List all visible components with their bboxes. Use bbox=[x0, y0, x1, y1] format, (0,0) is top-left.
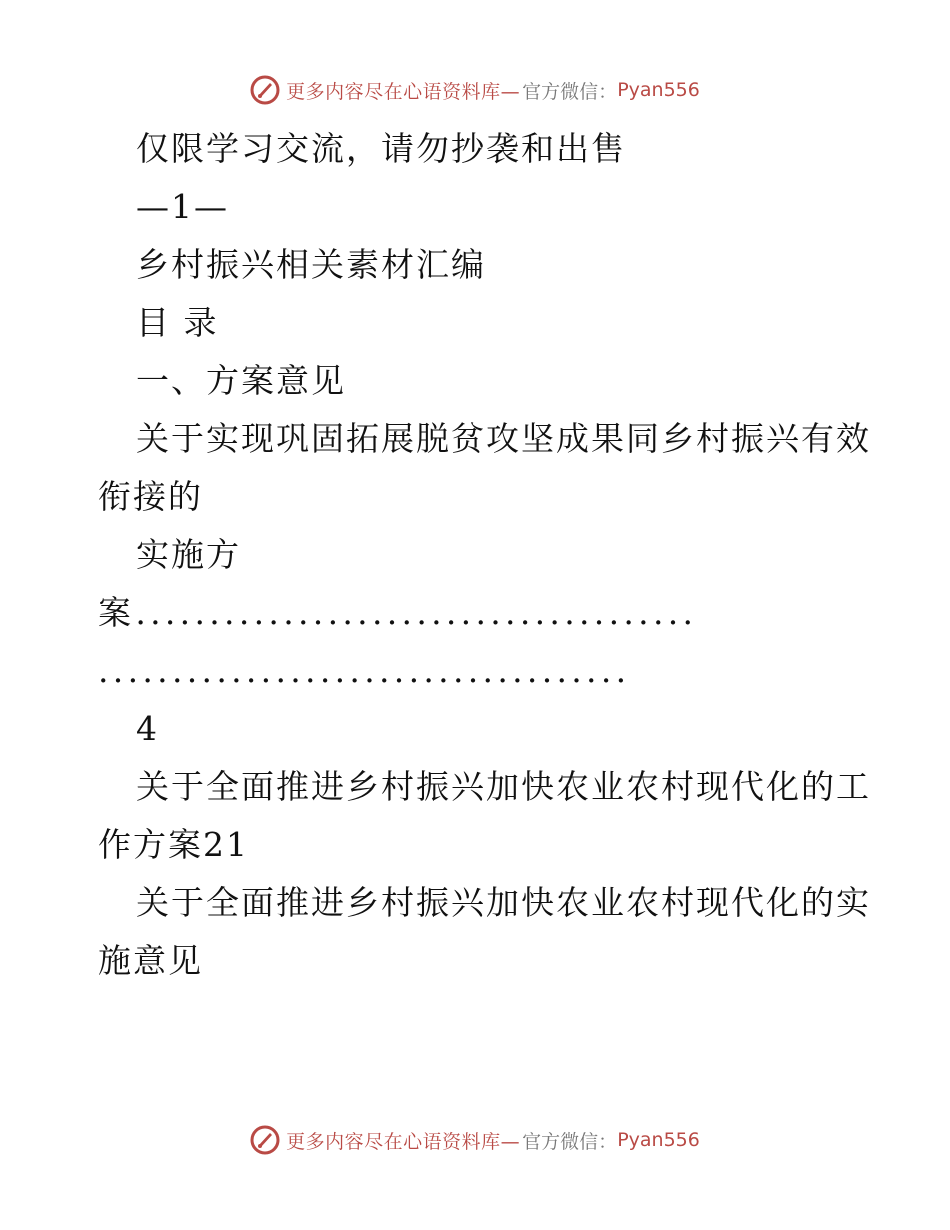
toc-entry-1-line-c: 实施方 bbox=[136, 535, 241, 574]
watermark-banner-top bbox=[0, 70, 950, 110]
toc-entry-1-leader-2: .................................... bbox=[98, 651, 631, 690]
quill-logo-icon bbox=[250, 75, 280, 105]
watermark-wechat-id: Pyan556 bbox=[617, 79, 700, 101]
toc-heading: 目 录 bbox=[136, 303, 219, 342]
toc-entry-3-line-b: 施意见 bbox=[98, 941, 203, 980]
watermark-wechat-label: 官方微信： bbox=[522, 80, 618, 103]
page-marker: —1— bbox=[136, 187, 229, 226]
toc-entry-2-line-a: 关于全面推进乡村振兴加快农业农村现代化的工 bbox=[136, 767, 871, 806]
toc-entry-1-line-d: 案 bbox=[98, 593, 136, 632]
watermark-text: 更多内容尽在心语资料库— bbox=[286, 80, 521, 103]
toc-entry-1-page: 4 bbox=[136, 709, 159, 748]
usage-notice: 仅限学习交流，请勿抄袭和出售 bbox=[136, 129, 626, 168]
toc-entry-1-leader-1: ...................................... bbox=[135, 593, 698, 632]
toc-section-heading: 一、方案意见 bbox=[136, 361, 346, 400]
toc-entry-1-line-a: 关于实现巩固拓展脱贫攻坚成果同乡村振兴有效 bbox=[136, 419, 871, 458]
watermark-banner-bottom bbox=[0, 1120, 950, 1160]
watermark-wechat-label: 官方微信： bbox=[522, 1130, 618, 1153]
watermark-text: 更多内容尽在心语资料库— bbox=[286, 1130, 521, 1153]
toc-entry-1-leader-row-1 bbox=[98, 584, 858, 642]
document-title: 乡村振兴相关素材汇编 bbox=[136, 245, 486, 284]
quill-logo-icon bbox=[250, 1125, 280, 1155]
toc-entry-2-line-b: 作方案21 bbox=[98, 825, 249, 864]
toc-entry-1-line-b: 衔接的 bbox=[98, 477, 203, 516]
watermark-wechat-id: Pyan556 bbox=[617, 1129, 700, 1151]
document-body bbox=[98, 120, 871, 990]
toc-entry-3-line-a: 关于全面推进乡村振兴加快农业农村现代化的实 bbox=[136, 883, 871, 922]
